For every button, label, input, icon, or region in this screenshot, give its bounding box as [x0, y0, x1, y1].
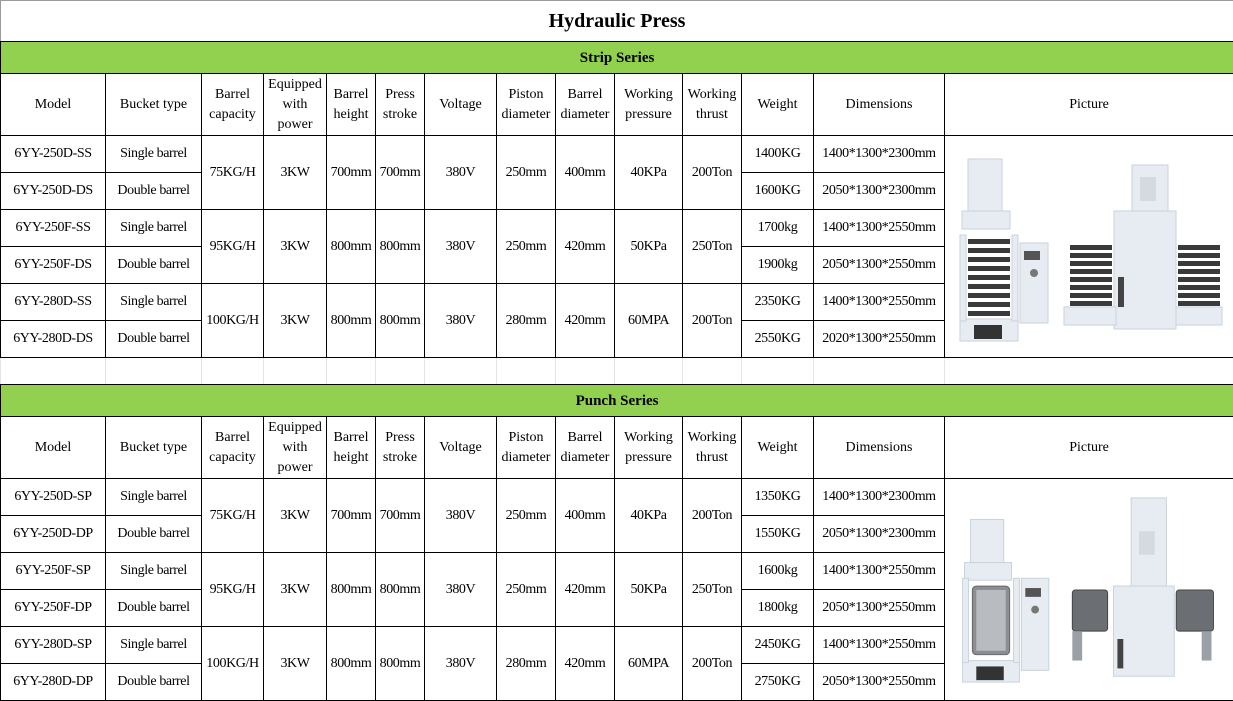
piston-diameter-cell: 250mm	[497, 553, 556, 627]
column-header: Dimensions	[814, 417, 945, 479]
page-title: Hydraulic Press	[1, 1, 1233, 42]
dimensions-cell: 2050*1300*2550mm	[814, 590, 945, 627]
weight-cell: 1600KG	[742, 173, 814, 210]
dimensions-cell: 1400*1300*2300mm	[814, 479, 945, 516]
bucket-type-cell: Single barrel	[106, 210, 202, 247]
press-stroke-cell: 800mm	[376, 627, 425, 701]
working-pressure-cell: 50KPa	[615, 553, 683, 627]
model-cell: 6YY-250D-SP	[1, 479, 106, 516]
column-header: Working thrust	[683, 417, 742, 479]
barrel-diameter-cell: 420mm	[556, 627, 615, 701]
table-row	[1, 479, 1233, 516]
dimensions-cell: 2050*1300*2550mm	[814, 247, 945, 284]
column-header: Barrel capacity	[202, 74, 264, 136]
working-pressure-cell: 60MPA	[615, 627, 683, 701]
column-header: Barrel capacity	[202, 417, 264, 479]
dimensions-cell: 1400*1300*2550mm	[814, 210, 945, 247]
spacer-cell	[327, 358, 376, 385]
column-header: Model	[1, 74, 106, 136]
spacer-cell	[615, 358, 683, 385]
working-thrust-cell: 200Ton	[683, 479, 742, 553]
press-stroke-cell: 800mm	[376, 284, 425, 358]
bucket-type-cell: Single barrel	[106, 284, 202, 321]
press-stroke-cell: 700mm	[376, 479, 425, 553]
column-header: Bucket type	[106, 74, 202, 136]
weight-cell: 2750KG	[742, 664, 814, 701]
barrel-height-cell: 800mm	[327, 284, 376, 358]
spacer-cell	[945, 358, 1233, 385]
working-pressure-cell: 60MPA	[615, 284, 683, 358]
model-cell: 6YY-280D-DP	[1, 664, 106, 701]
weight-cell: 1350KG	[742, 479, 814, 516]
bucket-type-cell: Single barrel	[106, 479, 202, 516]
barrel-diameter-cell: 420mm	[556, 553, 615, 627]
dimensions-cell: 2020*1300*2550mm	[814, 321, 945, 358]
column-header: Barrel height	[327, 417, 376, 479]
weight-cell: 2550KG	[742, 321, 814, 358]
spacer-cell	[264, 358, 327, 385]
barrel-capacity-cell: 75KG/H	[202, 479, 264, 553]
column-header: Barrel height	[327, 74, 376, 136]
dimensions-cell: 2050*1300*2300mm	[814, 516, 945, 553]
strip-press-machines-image	[954, 147, 1224, 347]
spacer-cell	[497, 358, 556, 385]
column-header: Working pressure	[615, 417, 683, 479]
column-header: Voltage	[425, 417, 497, 479]
weight-cell: 1400KG	[742, 136, 814, 173]
spacer-cell	[814, 358, 945, 385]
weight-cell: 2450KG	[742, 627, 814, 664]
barrel-height-cell: 800mm	[327, 210, 376, 284]
column-header: Press stroke	[376, 417, 425, 479]
punch-header-row	[1, 417, 1233, 479]
column-header: Equipped with power	[264, 74, 327, 136]
column-header: Voltage	[425, 74, 497, 136]
working-pressure-cell: 40KPa	[615, 479, 683, 553]
barrel-height-cell: 700mm	[327, 136, 376, 210]
weight-cell: 1550KG	[742, 516, 814, 553]
column-header: Piston diameter	[497, 417, 556, 479]
barrel-diameter-cell: 420mm	[556, 210, 615, 284]
spacer-cell	[1, 358, 106, 385]
piston-diameter-cell: 280mm	[497, 284, 556, 358]
column-header: Working pressure	[615, 74, 683, 136]
voltage-cell: 380V	[425, 210, 497, 284]
column-header: Picture	[945, 74, 1233, 136]
press-stroke-cell: 800mm	[376, 210, 425, 284]
bucket-type-cell: Single barrel	[106, 553, 202, 590]
column-header: Barrel diameter	[556, 74, 615, 136]
model-cell: 6YY-250F-SP	[1, 553, 106, 590]
working-pressure-cell: 40KPa	[615, 136, 683, 210]
dimensions-cell: 2050*1300*2550mm	[814, 664, 945, 701]
model-cell: 6YY-280D-DS	[1, 321, 106, 358]
spacer-cell	[683, 358, 742, 385]
voltage-cell: 380V	[425, 284, 497, 358]
barrel-capacity-cell: 75KG/H	[202, 136, 264, 210]
column-header: Barrel diameter	[556, 417, 615, 479]
press-stroke-cell: 700mm	[376, 136, 425, 210]
bucket-type-cell: Single barrel	[106, 136, 202, 173]
dimensions-cell: 1400*1300*2550mm	[814, 553, 945, 590]
barrel-diameter-cell: 420mm	[556, 284, 615, 358]
dimensions-cell: 2050*1300*2300mm	[814, 173, 945, 210]
voltage-cell: 380V	[425, 553, 497, 627]
column-header: Press stroke	[376, 74, 425, 136]
column-header: Piston diameter	[497, 74, 556, 136]
voltage-cell: 380V	[425, 136, 497, 210]
bucket-type-cell: Single barrel	[106, 627, 202, 664]
dimensions-cell: 1400*1300*2550mm	[814, 627, 945, 664]
model-cell: 6YY-280D-SP	[1, 627, 106, 664]
model-cell: 6YY-250D-SS	[1, 136, 106, 173]
barrel-height-cell: 800mm	[327, 553, 376, 627]
punch-series-heading: Punch Series	[1, 385, 1233, 417]
piston-diameter-cell: 250mm	[497, 210, 556, 284]
column-header: Dimensions	[814, 74, 945, 136]
barrel-capacity-cell: 95KG/H	[202, 210, 264, 284]
spacer-cell	[106, 358, 202, 385]
equipped-power-cell: 3KW	[264, 553, 327, 627]
weight-cell: 2350KG	[742, 284, 814, 321]
piston-diameter-cell: 280mm	[497, 627, 556, 701]
bucket-type-cell: Double barrel	[106, 590, 202, 627]
voltage-cell: 380V	[425, 479, 497, 553]
barrel-capacity-cell: 100KG/H	[202, 284, 264, 358]
strip-picture-cell	[945, 136, 1233, 358]
bucket-type-cell: Double barrel	[106, 516, 202, 553]
weight-cell: 1800kg	[742, 590, 814, 627]
spacer-cell	[742, 358, 814, 385]
barrel-diameter-cell: 400mm	[556, 479, 615, 553]
working-thrust-cell: 250Ton	[683, 553, 742, 627]
barrel-height-cell: 700mm	[327, 479, 376, 553]
working-thrust-cell: 200Ton	[683, 284, 742, 358]
punch-picture-cell	[945, 479, 1233, 701]
equipped-power-cell: 3KW	[264, 627, 327, 701]
working-pressure-cell: 50KPa	[615, 210, 683, 284]
press-stroke-cell: 800mm	[376, 553, 425, 627]
dimensions-cell: 1400*1300*2300mm	[814, 136, 945, 173]
column-header: Weight	[742, 417, 814, 479]
table-row	[1, 136, 1233, 173]
barrel-height-cell: 800mm	[327, 627, 376, 701]
model-cell: 6YY-250D-DS	[1, 173, 106, 210]
model-cell: 6YY-250F-DP	[1, 590, 106, 627]
bucket-type-cell: Double barrel	[106, 173, 202, 210]
weight-cell: 1700kg	[742, 210, 814, 247]
spacer-cell	[376, 358, 425, 385]
voltage-cell: 380V	[425, 627, 497, 701]
dimensions-cell: 1400*1300*2550mm	[814, 284, 945, 321]
barrel-capacity-cell: 95KG/H	[202, 553, 264, 627]
equipped-power-cell: 3KW	[264, 284, 327, 358]
spacer-row	[1, 358, 1233, 385]
bucket-type-cell: Double barrel	[106, 321, 202, 358]
working-thrust-cell: 200Ton	[683, 136, 742, 210]
model-cell: 6YY-250D-DP	[1, 516, 106, 553]
strip-series-heading: Strip Series	[1, 42, 1233, 74]
column-header: Weight	[742, 74, 814, 136]
working-thrust-cell: 250Ton	[683, 210, 742, 284]
model-cell: 6YY-280D-SS	[1, 284, 106, 321]
barrel-diameter-cell: 400mm	[556, 136, 615, 210]
punch-press-machines-image	[954, 492, 1224, 688]
bucket-type-cell: Double barrel	[106, 247, 202, 284]
weight-cell: 1600kg	[742, 553, 814, 590]
equipped-power-cell: 3KW	[264, 210, 327, 284]
strip-header-row	[1, 74, 1233, 136]
equipped-power-cell: 3KW	[264, 136, 327, 210]
model-cell: 6YY-250F-DS	[1, 247, 106, 284]
bucket-type-cell: Double barrel	[106, 664, 202, 701]
model-cell: 6YY-250F-SS	[1, 210, 106, 247]
working-thrust-cell: 200Ton	[683, 627, 742, 701]
spacer-cell	[202, 358, 264, 385]
column-header: Picture	[945, 417, 1233, 479]
column-header: Model	[1, 417, 106, 479]
barrel-capacity-cell: 100KG/H	[202, 627, 264, 701]
spacer-cell	[425, 358, 497, 385]
weight-cell: 1900kg	[742, 247, 814, 284]
spacer-cell	[556, 358, 615, 385]
column-header: Equipped with power	[264, 417, 327, 479]
column-header: Bucket type	[106, 417, 202, 479]
piston-diameter-cell: 250mm	[497, 136, 556, 210]
equipped-power-cell: 3KW	[264, 479, 327, 553]
column-header: Working thrust	[683, 74, 742, 136]
piston-diameter-cell: 250mm	[497, 479, 556, 553]
